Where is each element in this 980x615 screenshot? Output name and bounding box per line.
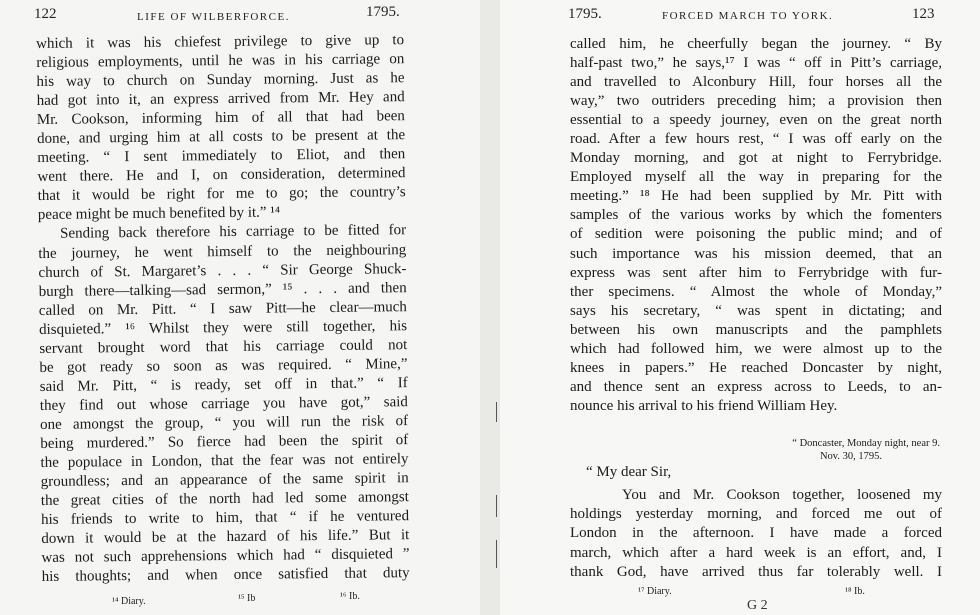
text-line: and thence sent an express across to Leeds, to an- [570,378,942,395]
text-line: that it would be right for me to go; the country’s [37,184,406,205]
running-year: 1795. [366,4,400,20]
text-line: they find out whose carriage you have got,” said [39,394,408,414]
text-line: Mr. Cookson, informing him of all that had been [36,108,405,129]
text-line: peace might be much benefited by it.” ¹⁴ [37,204,281,224]
text-line: was not such apprehensions which had “ disquieted ” [41,546,410,567]
text-line: thank God, have arrived thus far tolerably well. I [570,563,942,580]
text-line: the populace in London, that the fear was not entirely [40,451,409,472]
text-line: had got into it, an express arrived from Mr. Hey and [36,89,405,110]
footnote: ¹⁷ Diary. [638,586,672,597]
text-line: essential to a speedy journey, even on the great north [570,112,942,129]
right-body-text [570,35,942,416]
text-line: which had followed him, we were almost up to the [570,340,942,357]
left-body-text [36,31,410,587]
text-line: Employed myself all the way in preparing for the [570,169,942,186]
gutter-mark [496,495,497,517]
text-line: march, which after a hard week is an effort, and, I [570,544,942,561]
page-gutter [480,0,500,615]
text-line: express was sent after him to Ferrybridge with fur- [570,264,942,281]
text-line: called on Mr. Pitt. “ I saw Pitt—he clear—much [38,298,407,319]
dateline-date: Nov. 30, 1795. [819,451,882,462]
text-line: ther specimens. “ Almost the whole of Monday,” [570,283,942,300]
text-line: his friends to write to him, that “ if he ventured [40,508,410,529]
text-line: You and Mr. Cookson together, loosened my [622,487,942,503]
text-line: the great cities of the north had led some amongst [40,489,409,510]
text-line: knees in papers.” He reached Doncaster by night, [570,359,942,376]
right-page [500,0,980,615]
text-line: the journey, he went himself to the neighbouring [38,241,407,262]
text-line: and travelled to Alconbury Hill, four horses all the [570,74,942,91]
left-page [0,0,480,615]
text-line: holdings yesterday morning, and forced me out of [570,506,942,523]
text-line: said Mr. Pitt, “ is ready, set off in that.” “ If [39,374,408,395]
text-line: one amongst the group, “ you will run the risk of [39,413,409,433]
text-line: groundless; and an appearance of the same spirit in [40,470,409,491]
text-line: road. After a few hours rest, “ I was off early on the [570,131,942,148]
text-line: disquieted.” ¹⁶ Whilst they were still together, his [39,317,408,338]
text-line: between his own manuscripts and the pamphlets [570,321,942,338]
gutter-mark [496,540,497,568]
text-line: London in the afternoon. I have made a forced [570,525,942,542]
text-line: of sedition were poisoning the public mind; and of [570,226,942,243]
text-line: down it would be at the hazard of his life.” But it [41,527,410,548]
page-number: 123 [912,6,935,22]
dateline-place: “ Doncaster, Monday night, near 9. [792,438,940,449]
text-line: church of St. Margaret’s . . . “ Sir George Shuck- [38,260,407,281]
letter-dateline [740,437,940,463]
text-line: being murdered.” So fierce had been the spirit of [40,432,409,452]
signature-mark: G 2 [747,598,768,613]
footnote: ¹⁵ Ib [238,593,256,604]
text-line: be got ready so soon as was required. “ Mine,” [39,355,408,376]
text-line: such importance was his mission deemed, that an [570,245,942,262]
text-line: religious employments, until he was in his carriage on [36,51,405,72]
running-year: 1795. [568,6,602,22]
text-line: done, and urging him at all costs to be present at the [37,127,406,148]
gutter-mark [496,402,497,422]
text-line: Monday morning, and got at night to Ferrybridge. [570,150,942,167]
text-line: which it was his chiefest privilege to give up to [36,32,405,52]
text-line: way,” two outriders preceding him; a provision then [570,93,942,110]
text-line: went there. He and I, on consideration, determined [37,165,406,186]
text-line: meeting. “ I sent immediately to Eliot, and then [37,146,406,167]
text-line: half-past two,” he says,¹⁷ I was “ off in Pitt’s carriage, [570,55,942,72]
footnote: ¹⁴ Diary. [112,596,146,607]
text-line: Sending back therefore his carriage to be fitted for [60,222,407,243]
running-title: FORCED MARCH TO YORK. [662,10,834,22]
text-line: burgh there—talking—sad sermon,” ¹⁵ . . . and then [38,279,407,300]
letter-salutation: “ My dear Sir, [586,464,672,480]
footnote: ¹⁶ Ib. [340,591,360,602]
page-number: 122 [34,6,57,22]
text-line: meeting.” ¹⁸ He had been supplied by Mr. Pitt with [570,188,942,205]
text-line: samples of the various works by which the fomenters [570,207,942,224]
text-line: nounce his arrival to his friend William Hey. [570,397,838,414]
letter-body [570,486,942,582]
text-line: called him, he cheerfully began the journey. “ By [570,36,942,52]
footnote: ¹⁸ Ib. [845,586,865,597]
text-line: servant brought word that his carriage could not [39,336,408,357]
running-title: LIFE OF WILBERFORCE. [137,11,290,23]
text-line: his way to church on Sunday morning. Just as he [36,70,405,91]
text-line: his thoughts; and when once satisfied that duty [41,565,410,586]
text-line: says his secretary, “ was spent in dictating; and [570,302,942,319]
